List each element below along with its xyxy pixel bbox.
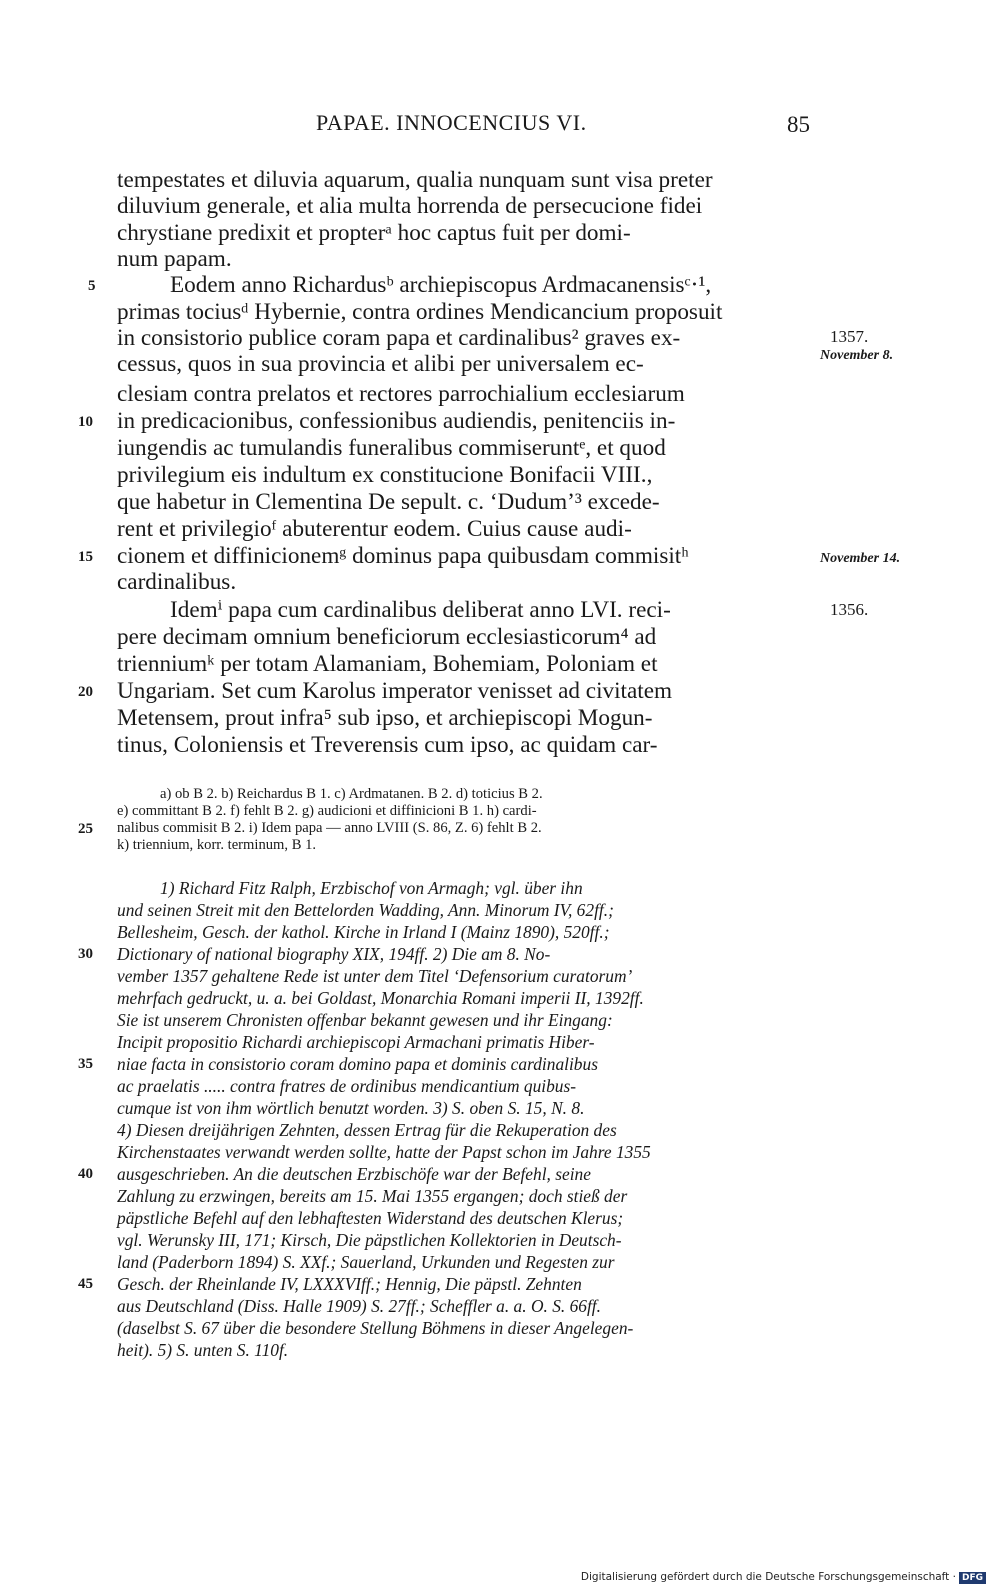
margin-date-day: November 8. — [820, 348, 894, 363]
footnote-line: Incipit propositio Richardi archiepiscopi Armachani primatis Hiber- — [117, 1032, 595, 1052]
text-line: Ungariam. Set cum Karolus imperator venisset ad civitatem — [117, 678, 673, 704]
footnote-line: Gesch. der Rheinlande IV, LXXXVIff.; Hennig, Die päpstl. Zehnten — [117, 1274, 582, 1294]
digitization-credit — [581, 1571, 986, 1584]
text-line: Metensem, prout infra⁵ sub ipso, et archiepiscopi Mogun- — [117, 705, 653, 731]
footnote-line: Bellesheim, Gesch. der kathol. Kirche in Irland I (Mainz 1890), 520ff.; — [117, 922, 610, 942]
footnote-line: mehrfach gedruckt, u. a. bei Goldast, Monarchia Romani imperii II, 1392ff. — [117, 988, 644, 1008]
footnote-line: (daselbst S. 67 über die besondere Stellung Böhmens in dieser Angelegen- — [117, 1318, 634, 1338]
footnote-line: Zahlung zu erzwingen, bereits am 15. Mai 1355 ergangen; doch stieß der — [117, 1186, 628, 1206]
text-line: privilegium eis indultum ex constitucione Bonifacii VIII., — [117, 462, 653, 488]
line-number: 15 — [78, 549, 93, 565]
footnote-line: vgl. Werunsky III, 171; Kirsch, Die päpstlichen Kollektorien in Deutsch- — [117, 1230, 622, 1250]
line-number: 30 — [78, 946, 93, 962]
dfg-logo: DFG — [959, 1572, 986, 1584]
footnote-line: päpstliche Befehl auf den lebhaftesten Widerstand des deutschen Klerus; — [117, 1208, 624, 1228]
line-number: 35 — [78, 1056, 93, 1072]
text-line: tinus, Coloniensis et Treverensis cum ipso, ac quidam car- — [117, 732, 658, 758]
footnote-line: ausgeschrieben. An die deutschen Erzbischöfe war der Befehl, seine — [117, 1164, 591, 1184]
footnote-line: 4) Diesen dreijährigen Zehnten, dessen Ertrag für die Rekuperation des — [117, 1120, 617, 1140]
text-line: num papam. — [117, 246, 232, 272]
footnote-line: Sie ist unserem Chronisten offenbar bekannt gewesen und ihr Eingang: — [117, 1010, 613, 1030]
line-number: 20 — [78, 684, 93, 700]
text-line: cessus, quos in sua provincia et alibi per universalem ec- — [117, 351, 644, 377]
margin-date-year: 1356. — [830, 600, 869, 619]
credit-text: Digitalisierung gefördert durch die Deutsche Forschungsgemeinschaft · — [580, 1571, 956, 1583]
footnote-line: Dictionary of national biography XIX, 194ff. 2) Die am 8. No- — [117, 944, 551, 964]
line-number: 45 — [78, 1276, 93, 1292]
text-line: primas tociusᵈ Hybernie, contra ordines Mendicancium proposuit — [117, 299, 723, 325]
footnote-line: land (Paderborn 1894) S. XXf.; Sauerland, Urkunden und Regesten zur — [117, 1252, 615, 1272]
footnote-line: und seinen Streit mit den Bettelorden Wadding, Ann. Minorum IV, 62ff.; — [117, 900, 614, 920]
text-line: trienniumᵏ per totam Alamaniam, Bohemiam, Poloniam et — [117, 651, 658, 677]
margin-date-day: November 14. — [820, 551, 901, 566]
apparatus-line: a) ob B 2. b) Reichardus B 1. c) Ardmatanen. B 2. d) toticius B 2. — [160, 786, 543, 802]
footnote-line: ac praelatis ..... contra fratres de ordinibus mendicantium quibus- — [117, 1076, 577, 1096]
footnote-line: vember 1357 gehaltene Rede ist unter dem Titel ‘Defensorium curatorum’ — [117, 966, 633, 986]
text-line: clesiam contra prelatos et rectores parrochialium ecclesiarum — [117, 381, 685, 407]
footnote-line: 1) Richard Fitz Ralph, Erzbischof von Armagh; vgl. über ihn — [160, 878, 583, 898]
footnote-line: niae facta in consistorio coram domino papa et dominis cardinalibus — [117, 1054, 598, 1074]
text-line: rent et privilegioᶠ abuterentur eodem. Cuius cause audi- — [117, 516, 632, 542]
text-line: diluvium generale, et alia multa horrenda de persecucione fidei — [117, 193, 703, 219]
text-line: pere decimam omnium beneficiorum ecclesiasticorum⁴ ad — [117, 624, 657, 650]
text-line: chrystiane predixit et propterᵃ hoc captus fuit per domi- — [117, 220, 631, 246]
line-number: 10 — [78, 414, 93, 430]
page-number: 85 — [787, 112, 810, 137]
text-line: iungendis ac tumulandis funeralibus commiseruntᵉ, et quod — [117, 435, 666, 461]
apparatus-line: e) committant B 2. f) fehlt B 2. g) audicioni et diffinicioni B 1. h) cardi- — [117, 803, 537, 819]
text-line: que habetur in Clementina De sepult. c. ‘Dudum’³ excede- — [117, 489, 660, 515]
text-line: cardinalibus. — [117, 569, 237, 595]
footnote-line: cumque ist von ihm wörtlich benutzt worden. 3) S. oben S. 15, N. 8. — [117, 1098, 585, 1118]
margin-date-year: 1357. — [830, 327, 869, 346]
line-number: 5 — [88, 278, 96, 294]
footnote-line: aus Deutschland (Diss. Halle 1909) S. 27ff.; Scheffler a. a. O. S. 66ff. — [117, 1296, 601, 1316]
line-number: 25 — [78, 821, 93, 837]
text-line: Eodem anno Richardusᵇ archiepiscopus Ardmacanensisᶜ⋅¹, — [170, 272, 712, 298]
text-line: Idemⁱ papa cum cardinalibus deliberat anno LVI. reci- — [170, 597, 671, 623]
apparatus-line: k) triennium, korr. terminum, B 1. — [117, 837, 317, 853]
footnote-line: heit). 5) S. unten S. 110f. — [117, 1340, 289, 1360]
text-line: in predicacionibus, confessionibus audiendis, penitenciis in- — [117, 408, 676, 434]
footnote-line: Kirchenstaates verwandt werden sollte, hatte der Papst schon im Jahre 1355 — [117, 1142, 651, 1162]
apparatus-line: nalibus commisit B 2. i) Idem papa — anno LVIII (S. 86, Z. 6) fehlt B 2. — [117, 820, 542, 836]
text-line: in consistorio publice coram papa et cardinalibus² graves ex- — [117, 325, 681, 351]
line-number: 40 — [78, 1166, 93, 1182]
running-title: PAPAE. INNOCENCIUS VI. — [316, 110, 587, 135]
text-line: tempestates et diluvia aquarum, qualia nunquam sunt visa preter — [117, 167, 713, 193]
text-line: cionem et diffinicionemᵍ dominus papa quibusdam commisitʰ — [117, 543, 689, 569]
